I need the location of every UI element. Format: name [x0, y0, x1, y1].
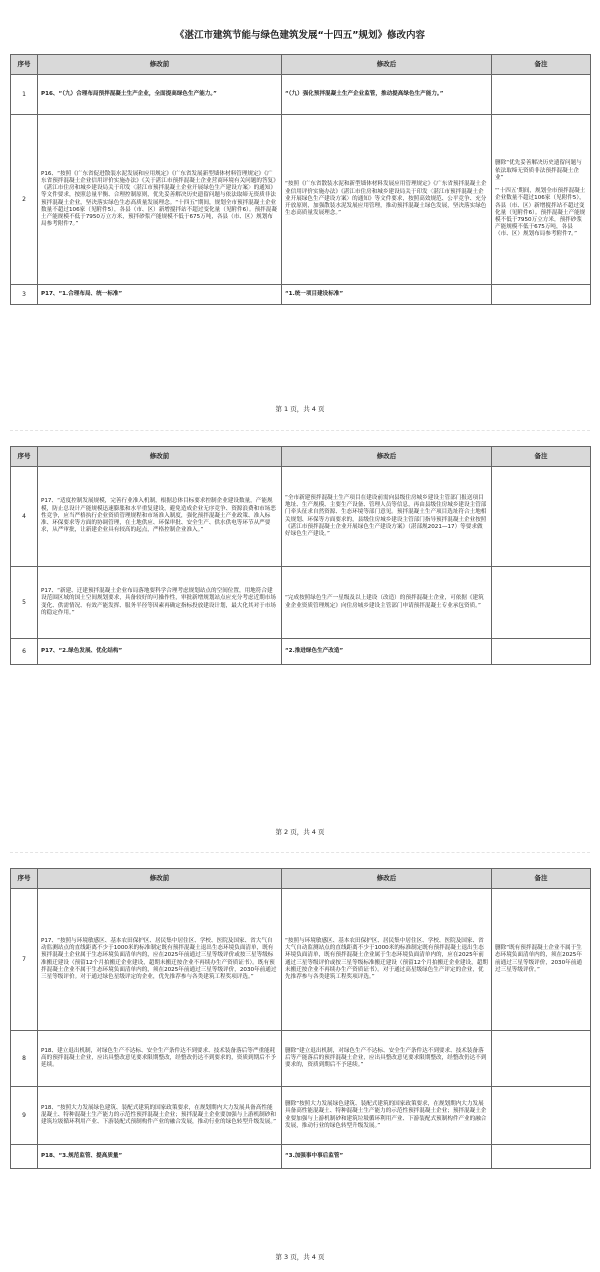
row-number: 6: [11, 639, 38, 665]
note-cell: [492, 1145, 591, 1169]
table-row: [11, 889, 591, 1031]
before-text: P18、“按照大力发展绿色建筑、装配式建筑的国家政策要求，在规划期内大力发展具备高性能混凝土、特种混凝土生产能力的示范性预拌混凝土企业；预拌混凝土企业要加强与上游机制砂和建筑垃圾循环利用产业、下游装配式预制构件产业的融合发展，推动行业的绿色转型升级发展。”: [38, 1087, 282, 1145]
note-text: 删除“优先妥善解决历史遗留问题与依法取缔无资质非法预拌混凝土企业”: [495, 160, 582, 181]
header-after: 修改后: [282, 447, 492, 467]
after-text: 删除“按照大力发展绿色建筑、装配式建筑的国家政策要求，在规划期内大力发展具备高性能混凝土、特种混凝土生产能力的示范性预拌混凝土企业；预拌混凝土企业要加强与上游机制砂和建筑垃圾循环利用产业、下游装配式预制构件产业的融合发展，推动行业的绿色转型升级发展。”: [282, 1087, 492, 1145]
page-footer: 第 1 页，共 4 页: [275, 405, 325, 413]
before-text: P17、“按照与环境敏感区、基本农田保护区、居民集中居住区、学校、医院及国家、省大气自动监测站点的直线距离不少于1000米的标准制定既有预拌混凝土退出生态环境负面清单，既有预拌混凝土企业属于生态环境负面清单内的，应在2025年前通过三星等级评价或按三星等级标准搬迁建设（预留12个月拍搬迁企业建设，超期未搬迁按企业不再续办生产资质证书）。既有预拌混凝土企业不属于生态环境负面清单内的，须在2025年前通过三星等级评价，2030年前通过三星等级评价。对于通过绿色星级评定的企业，优先推荐参与各类建筑工程奖项评选。”: [38, 889, 282, 1031]
note-cell: [492, 1087, 591, 1145]
after-text: “按照与环境敏感区、基本农田保护区、居民集中居住区、学校、医院及国家、省大气自动监测站点的直线距离不少于1000米的标准制定既有预拌混凝土退出生态环境负面清单，既有预拌混凝土企业属于生态环境负面清单内的，应在2025年前通过三星等级评价或按三星等级标准搬迁建设（预留12个月拍搬迁企业建设，超期未搬迁按企业不再续办生产资质证书）。对于通过高星级绿色生产评定的企业，优先推荐参与各类建筑工程奖项评选。”: [282, 889, 492, 1031]
page-footer: 第 2 页，共 4 页: [275, 828, 325, 836]
table-row: [11, 115, 591, 285]
header-before: 修改前: [38, 447, 282, 467]
page-1: [10, 54, 590, 305]
before-text: P17、“新建、迁建预拌混凝土企业布局落地要科学合理考虑规划站点的空间位置，用地符合建设范围区域的国土空间规划要求，具备较好的可操作性，审批新增规划站点应充分考虑近期市场变化、供需情况、有效产能发挥、服务半径等因素再确定指标投放建设计划，最大化其对于市场的稳定作用。”: [38, 567, 282, 639]
note-cell: [492, 75, 591, 115]
changes-table: [10, 54, 591, 305]
row-number: 2: [11, 115, 38, 285]
table-row: [11, 1087, 591, 1145]
row-number: 8: [11, 1031, 38, 1087]
header-note: 备注: [492, 869, 591, 889]
after-text: “按照《广东省散装水泥和新型墙体材料发展应用管理规定》《广东省预拌混凝土企业信用评价实施办法》《湛江市住房和城乡建设局关于印发〈湛江市预拌混凝土企业开展绿色生产建设方案〉的通知》等文件要求，按照高效规范、公平竞争、充分开放原则，加强散装水泥发展应用管理，推动预拌混凝土绿色发展，坚决落实绿色生态高质量发展理念。”: [282, 115, 492, 285]
header-after: 修改后: [282, 55, 492, 75]
header-no: 序号: [11, 447, 38, 467]
header-note: 备注: [492, 447, 591, 467]
table-row: [11, 1145, 591, 1169]
note-cell: [492, 567, 591, 639]
after-text: “完成按照绿色生产一星级及以上建设（改造）的预拌混凝土企业，可依据《建筑业企业资质管理规定》向住房城乡建设主管部门申请预拌混凝土专业承包资质。”: [282, 567, 492, 639]
header-before: 修改前: [38, 55, 282, 75]
note-cell: [492, 639, 591, 665]
page-2: [10, 446, 590, 665]
after-text: 删除“建立退出机制，对绿色生产不达标、安全生产条件达不到要求、技术装备落后等产能落后的预拌混凝土企业，应出具整改意见要求限期整改，经整改仍达不到要求的，资质到期后不予延续。”: [282, 1031, 492, 1087]
after-text: “全市新建预拌混凝土生产项目在建设前需向县级住房城乡建设主管部门报送项目地址、生产规模、主要生产设备、管理人员等信息，再由县级住房城乡建设主管部门牵头征求自然资源、生态环境等部门意见。预拌混凝土生产项目选址符合土地相关规划、环保等方面要求的，县级住房城乡建设主管部门指导预拌混凝土企业按照《湛江市预拌混凝土企业开展绿色生产建设方案》（湛部规2021—17）等要求做好绿色生产建设。”: [282, 467, 492, 567]
before-text: P17、“适度控制发展规模，完善行业准入机制，根据总体目标要求控制企业建设数量，产能规模，防止总设计产能规模迅速膨胀和水平重复建设，避免造成企业无序竞争、资源浪费和市场恶性竞争，应当严格执行企业资质管理规程和市场准入制度，强化预拌混凝土产业政策、准入标准、环保要求等方面的协调管理，在土地供应、环保审批、安全生产、供水供电等环节从严要求，从严审批，让新建企业具有较高的起点，严格控制企业准入。”: [38, 467, 282, 567]
note-text: “‘十四五’期间，规划全市预拌混凝土企业数量不超过106家（见附件5），各县（市、区）新增搅拌站不超过变化量（见附件6）。预拌混凝土产能规模不低于7950万立方米，预拌砂浆产能规模不低于675万吨，各县（市、区）规划布局参考附件7。”: [495, 188, 586, 238]
header-note: 备注: [492, 55, 591, 75]
row-number: 7: [11, 889, 38, 1031]
after-text: “2.推进绿色生产改造”: [282, 639, 492, 665]
before-text: P16、“（九）合理布局预拌混凝土生产企业，全面提高绿色生产能力。”: [38, 75, 282, 115]
after-text: “（九）强化预拌混凝土生产企业监管，推动提高绿色生产能力。”: [282, 75, 492, 115]
row-number: 1: [11, 75, 38, 115]
document-title: 《湛江市建筑节能与绿色建筑发展“十四五”规划》修改内容: [175, 30, 425, 41]
page-3: [10, 868, 590, 1169]
note-cell: [492, 889, 591, 1031]
note-cell: [492, 115, 591, 285]
note-cell: [492, 467, 591, 567]
changes-table: [10, 868, 591, 1169]
table-row: [11, 639, 591, 665]
note-text: 删除“既有预拌混凝土企业不属于生态环境负面清单内的，须在2025年前通过三星等级评价，2030年前通过三星等级评价。”: [495, 945, 582, 973]
row-number: [11, 1145, 38, 1169]
table-row: [11, 75, 591, 115]
changes-table: [10, 446, 591, 665]
header-no: 序号: [11, 869, 38, 889]
before-text: P18、“3.规范监管、提高质量”: [38, 1145, 282, 1169]
row-number: 4: [11, 467, 38, 567]
table-row: [11, 567, 591, 639]
before-text: P17、“1.合理布局、统一标准”: [38, 285, 282, 305]
page-separator: [10, 852, 590, 853]
row-number: 5: [11, 567, 38, 639]
page-separator: [10, 430, 590, 431]
note-cell: [492, 285, 591, 305]
before-text: P18、建立退出机制，对绿色生产不达标、安全生产条件达不到要求、技术装备落后等严重能耗高的预拌混凝土企业，应出具整改意见要求限期整改，经整改仍达不到要求的，资质到期后不予延续。: [38, 1031, 282, 1087]
before-text: P16、“按照《广东省促进散装水泥发展和应用规定》《广东省发展新型墙体材料管理规定》《广东省预拌混凝土企业信用评价实施办法》《关于湛江市预拌混凝土企业营商环境有关问题的答复》《湛江市住房和城乡建设局关于印发〈湛江市预拌混凝土企业开展绿色生产建设方案〉的通知》等文件要求，按照总量平衡、合理控制原则，优先妥善解决历史遗留问题与依法取缔无资质非法预拌混凝土企业，坚决落实绿色生态高质量发展理念。“十四五”期间，规划全市预拌混凝土企业数量不超过106家（见附件5），各县（市、区）新增搅拌站不超过变化量（见附件6）。预拌混凝土产能规模不低于7950万立方米，预拌砂浆产能规模不低于675万吨，各县（市、区）规划布局参考附件7。”: [38, 115, 282, 285]
after-text: “3.加强事中事后监管”: [282, 1145, 492, 1169]
header-after: 修改后: [282, 869, 492, 889]
page-footer: 第 3 页，共 4 页: [275, 1253, 325, 1261]
header-before: 修改前: [38, 869, 282, 889]
row-number: 9: [11, 1087, 38, 1145]
note-cell: [492, 1031, 591, 1087]
table-row: [11, 1031, 591, 1087]
table-row: [11, 285, 591, 305]
before-text: P17、“2.绿色发展、优化结构”: [38, 639, 282, 665]
after-text: “1.统一项目建设标准”: [282, 285, 492, 305]
row-number: 3: [11, 285, 38, 305]
table-row: [11, 467, 591, 567]
header-no: 序号: [11, 55, 38, 75]
